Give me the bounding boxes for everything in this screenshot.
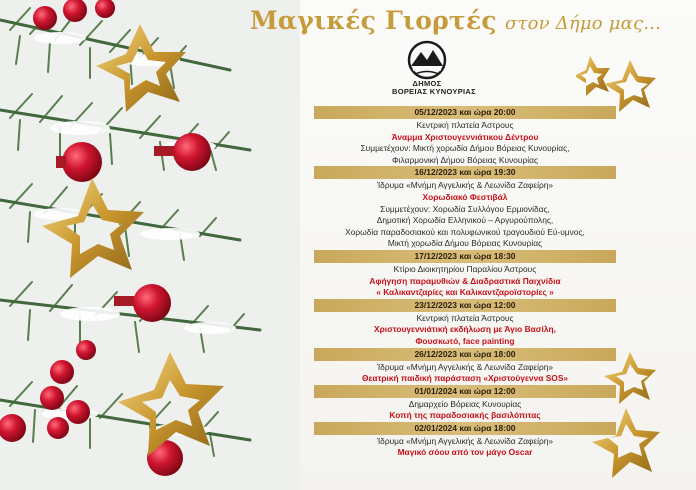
logo-line2: ΒΟΡΕΙΑΣ ΚΥΝΟΥΡΙΑΣ (392, 87, 476, 96)
event-detail: Συμμετέχουν: Μικτή χορωδία Δήμου Βόρειας Κυνουρίας, (360, 143, 570, 154)
event-detail: Κεντρική πλατεία Άστρους (416, 312, 514, 323)
event-detail: Μικτή χορωδία Δήμου Βόρειας Κυνουρίας (387, 238, 543, 249)
event-item (314, 385, 616, 422)
event-date-bar: 05/12/2023 και ώρα 20:00 (314, 106, 616, 119)
event-title: Χορωδιακό Φεστιβάλ (422, 191, 508, 202)
event-schedule (314, 106, 616, 459)
event-detail: Χορωδία παραδοσιακού και πολυφωνικού τραγουδιού Εύ-υμνος, (345, 226, 585, 237)
event-detail: Ίδρυμα «Μνήμη Αγγελικής & Λεωνίδα Ζαφείρη» (376, 180, 554, 191)
title-secondary: στον Δήμο μας... (504, 13, 662, 34)
event-detail: Κτίριο Διοικητηρίου Παραλίου Άστρους (393, 263, 537, 274)
event-date-bar: 26/12/2023 και ώρα 18:00 (314, 348, 616, 361)
event-title: Χριστουγεννιάτική εκδήλωση με Άγιο Βασίλη, (374, 324, 556, 335)
municipality-logo-icon (405, 40, 449, 80)
event-title: « Καλικαντζαρίες και Καλικαντζαροϊστορίες » (376, 287, 554, 298)
event-title: Άναμμα Χριστουγεννιάτικου Δέντρου (391, 131, 539, 142)
title-main: Μαγικές Γιορτές (250, 6, 497, 35)
event-detail: Δημαρχείο Βόρειας Κυνουρίας (408, 398, 522, 409)
poster-title (250, 6, 680, 35)
event-item (314, 348, 616, 385)
event-title: Φουσκωτό, face painting (415, 335, 515, 346)
event-detail: Συμμετέχουν: Χορωδία Συλλόγου Ερμιονίδας, (380, 203, 550, 214)
event-title: Θεατρική παιδική παράσταση «Χριστούγεννα SOS» (361, 373, 569, 384)
event-detail: Κεντρική πλατεία Άστρους (416, 120, 514, 130)
event-title: Αφήγηση παραμυθιών & Διαδραστικά Παιχνίδια (369, 275, 561, 286)
event-item (314, 106, 616, 166)
event-title: Κοπή της παραδοσιακής βασιλόπιτας (389, 410, 541, 421)
event-item (314, 422, 616, 459)
logo-line1: ΔΗΜΟΣ (412, 79, 442, 88)
event-detail: Δημοτική Χορωδία Ελληνικού – Αργυρούπολης, (376, 215, 554, 226)
event-date-bar: 02/01/2024 και ώρα 18:00 (314, 422, 616, 435)
event-date-bar: 01/01/2024 και ώρα 12:00 (314, 385, 616, 398)
event-title: Μαγικό σόου από τον μάγο Oscar (397, 447, 533, 458)
event-date-bar: 23/12/2023 και ώρα 12:00 (314, 299, 616, 312)
event-item (314, 250, 616, 299)
municipality-logo (392, 40, 476, 102)
event-detail: Ίδρυμα «Μνήμη Αγγελικής & Λεωνίδα Ζαφείρη» (376, 361, 554, 372)
event-date-bar: 17/12/2023 και ώρα 18:30 (314, 250, 616, 263)
event-item (314, 166, 616, 250)
event-item (314, 299, 616, 348)
pine-decoration (0, 0, 300, 490)
event-date-bar: 16/12/2023 και ώρα 19:30 (314, 166, 616, 179)
event-detail: Φιλαρμονική Δήμου Βόρειας Κυνουρίας (392, 154, 538, 165)
event-detail: Ίδρυμα «Μνήμη Αγγελικής & Λεωνίδα Ζαφείρη» (376, 435, 554, 446)
